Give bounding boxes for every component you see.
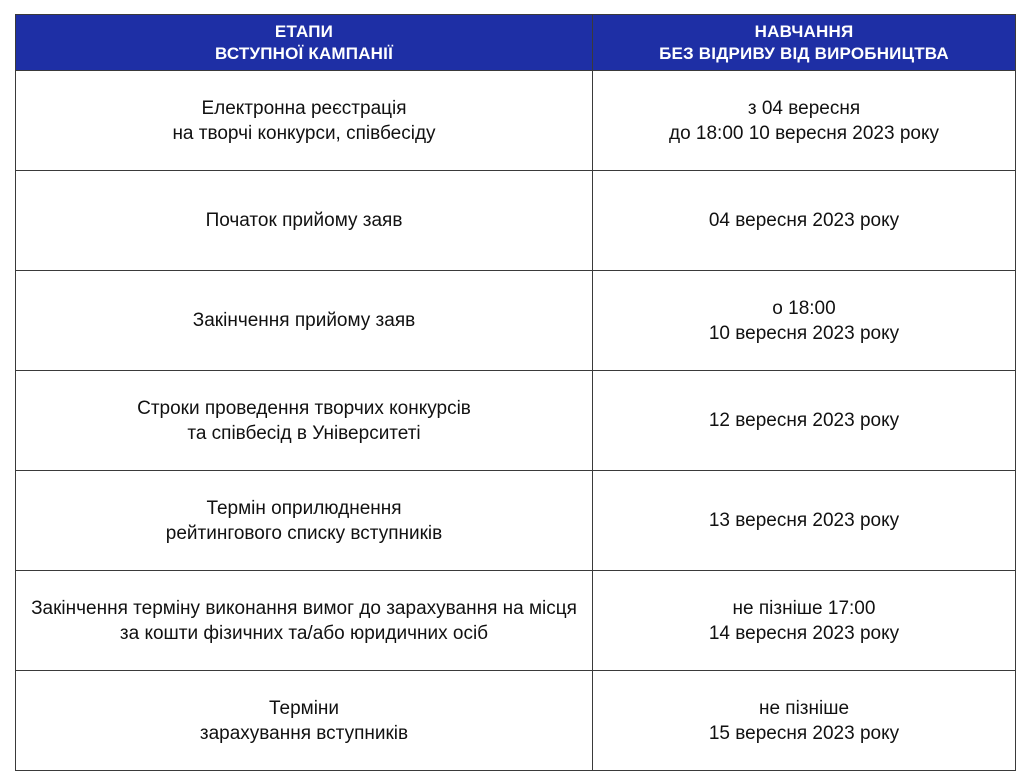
date-cell <box>593 171 1016 271</box>
cell-line: Термін оприлюднення <box>206 497 402 519</box>
cell-line: рейтингового списку вступників <box>165 522 443 544</box>
stage-cell <box>16 671 593 771</box>
header-line: ЕТАПИ <box>274 21 334 41</box>
date-cell <box>593 271 1016 371</box>
table-row <box>16 171 1016 271</box>
cell-line: Закінчення прийому заяв <box>192 310 416 331</box>
stage-cell <box>16 171 593 271</box>
cell-line: Строки проведення творчих конкурсів <box>137 397 471 419</box>
cell-line: Закінчення терміну виконання вимог до зарахування на місця <box>31 597 577 619</box>
cell-line: зарахування вступників <box>199 722 409 744</box>
table-row <box>16 271 1016 371</box>
table-row <box>16 571 1016 671</box>
header-stages <box>16 15 593 71</box>
cell-line: 13 вересня 2023 року <box>708 510 900 531</box>
date-cell <box>593 71 1016 171</box>
cell-line: о 18:00 <box>772 297 836 319</box>
cell-line: не пізніше 17:00 <box>732 597 876 619</box>
stage-cell <box>16 571 593 671</box>
cell-line: 12 вересня 2023 року <box>708 410 900 431</box>
admission-schedule-table <box>15 14 1016 771</box>
stage-cell <box>16 271 593 371</box>
table-row <box>16 71 1016 171</box>
cell-line: та співбесід в Університеті <box>187 422 421 444</box>
table-row <box>16 471 1016 571</box>
date-cell <box>593 371 1016 471</box>
cell-line: Початок прийому заяв <box>205 210 403 231</box>
cell-line: з 04 вересня <box>747 97 861 119</box>
stage-cell <box>16 471 593 571</box>
header-line: ВСТУПНОЇ КАМПАНІЇ <box>215 43 393 63</box>
cell-line: Терміни <box>268 697 340 719</box>
date-cell <box>593 471 1016 571</box>
cell-line: Електронна реєстрація <box>201 97 407 119</box>
table-row <box>16 371 1016 471</box>
date-cell <box>593 671 1016 771</box>
cell-line: 14 вересня 2023 року <box>708 622 900 644</box>
stage-cell <box>16 71 593 171</box>
header-line: БЕЗ ВІДРИВУ ВІД ВИРОБНИЦТВА <box>659 43 949 63</box>
table-row <box>16 671 1016 771</box>
cell-line: 04 вересня 2023 року <box>708 210 900 231</box>
header-study-mode <box>593 15 1016 71</box>
cell-line: на творчі конкурси, співбесіду <box>172 122 436 144</box>
cell-line: 10 вересня 2023 року <box>708 322 900 344</box>
header-line: НАВЧАННЯ <box>754 21 854 41</box>
cell-line: до 18:00 10 вересня 2023 року <box>668 122 940 144</box>
header-row <box>16 15 1016 71</box>
cell-line: не пізніше <box>758 697 850 719</box>
stage-cell <box>16 371 593 471</box>
cell-line: 15 вересня 2023 року <box>708 722 900 744</box>
cell-line: за кошти фізичних та/або юридичних осіб <box>119 622 489 644</box>
date-cell <box>593 571 1016 671</box>
admission-schedule <box>15 14 1015 771</box>
